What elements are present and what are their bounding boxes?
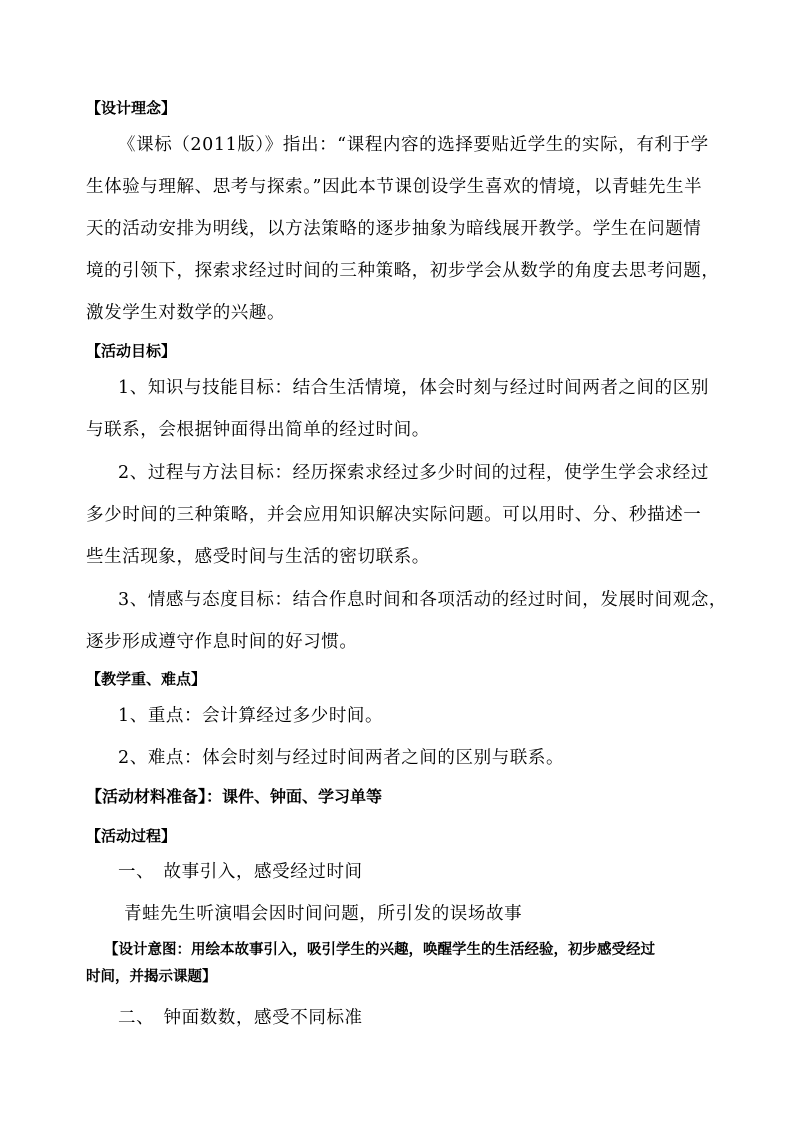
activity-goal-line-1: 1、知识与技能目标：结合生活情境，体会时刻与经过时间两者之间的区别 <box>118 378 709 398</box>
key-points-heading: 【教学重、难点】 <box>86 670 207 688</box>
activity-goal-line-4: 多少时间的三种策略，并会应用知识解决实际问题。可以用时、分、秒描述一 <box>86 505 702 525</box>
design-intent-line-1: 【设计意图：用绘本故事引入，吸引学生的兴趣，唤醒学生的生活经验，初步感受经过 <box>104 941 655 958</box>
activity-goals-heading: 【活动目标】 <box>86 342 177 360</box>
materials-heading: 【活动材料准备】：课件、钟面、学习单等 <box>86 787 383 806</box>
design-concept-line-2: 生体验与理解、思考与探索。”因此本节课创设学生喜欢的情境，以青蛙先生半 <box>86 177 703 197</box>
activity-goal-line-7: 逐步形成遵守作息时间的好习惯。 <box>86 632 358 652</box>
design-concept-heading: 【设计理念】 <box>86 99 177 117</box>
key-point-line-1: 1、重点：会计算经过多少时间。 <box>118 706 384 726</box>
process-step1-story: 青蛙先生听演唱会因时间问题，所引发的误场故事 <box>124 904 523 924</box>
design-concept-line-1: 《课标（2011版）》指出：“课程内容的选择要贴近学生的实际，有利于学 <box>118 135 709 155</box>
activity-goal-line-6: 3、情感与态度目标：结合作息时间和各项活动的经过时间，发展时间观念， <box>118 590 728 610</box>
process-step2-title: 二、 钟面数数，感受不同标准 <box>118 1008 363 1028</box>
design-intent-line-2: 时间，并揭示课题】 <box>86 968 217 985</box>
design-concept-line-5: 激发学生对数学的兴趣。 <box>86 303 286 323</box>
design-concept-line-4: 境的引领下，探索求经过时间的三种策略，初步学会从数学的角度去思考问题， <box>86 261 720 281</box>
activity-goal-line-5: 些生活现象，感受时间与生活的密切联系。 <box>86 547 430 567</box>
process-step1-title: 一、 故事引入，感受经过时间 <box>118 862 363 882</box>
key-point-line-2: 2、难点：体会时刻与经过时间两者之间的区别与联系。 <box>118 748 565 768</box>
design-concept-line-3: 天的活动安排为明线，以方法策略的逐步抽象为暗线展开教学。学生在问题情 <box>86 219 702 239</box>
activity-goal-line-3: 2、过程与方法目标：经历探索求经过多少时间的过程，使学生学会求经过 <box>118 463 709 483</box>
process-heading: 【活动过程】 <box>86 827 177 845</box>
activity-goal-line-2: 与联系，会根据钟面得出简单的经过时间。 <box>86 420 430 440</box>
